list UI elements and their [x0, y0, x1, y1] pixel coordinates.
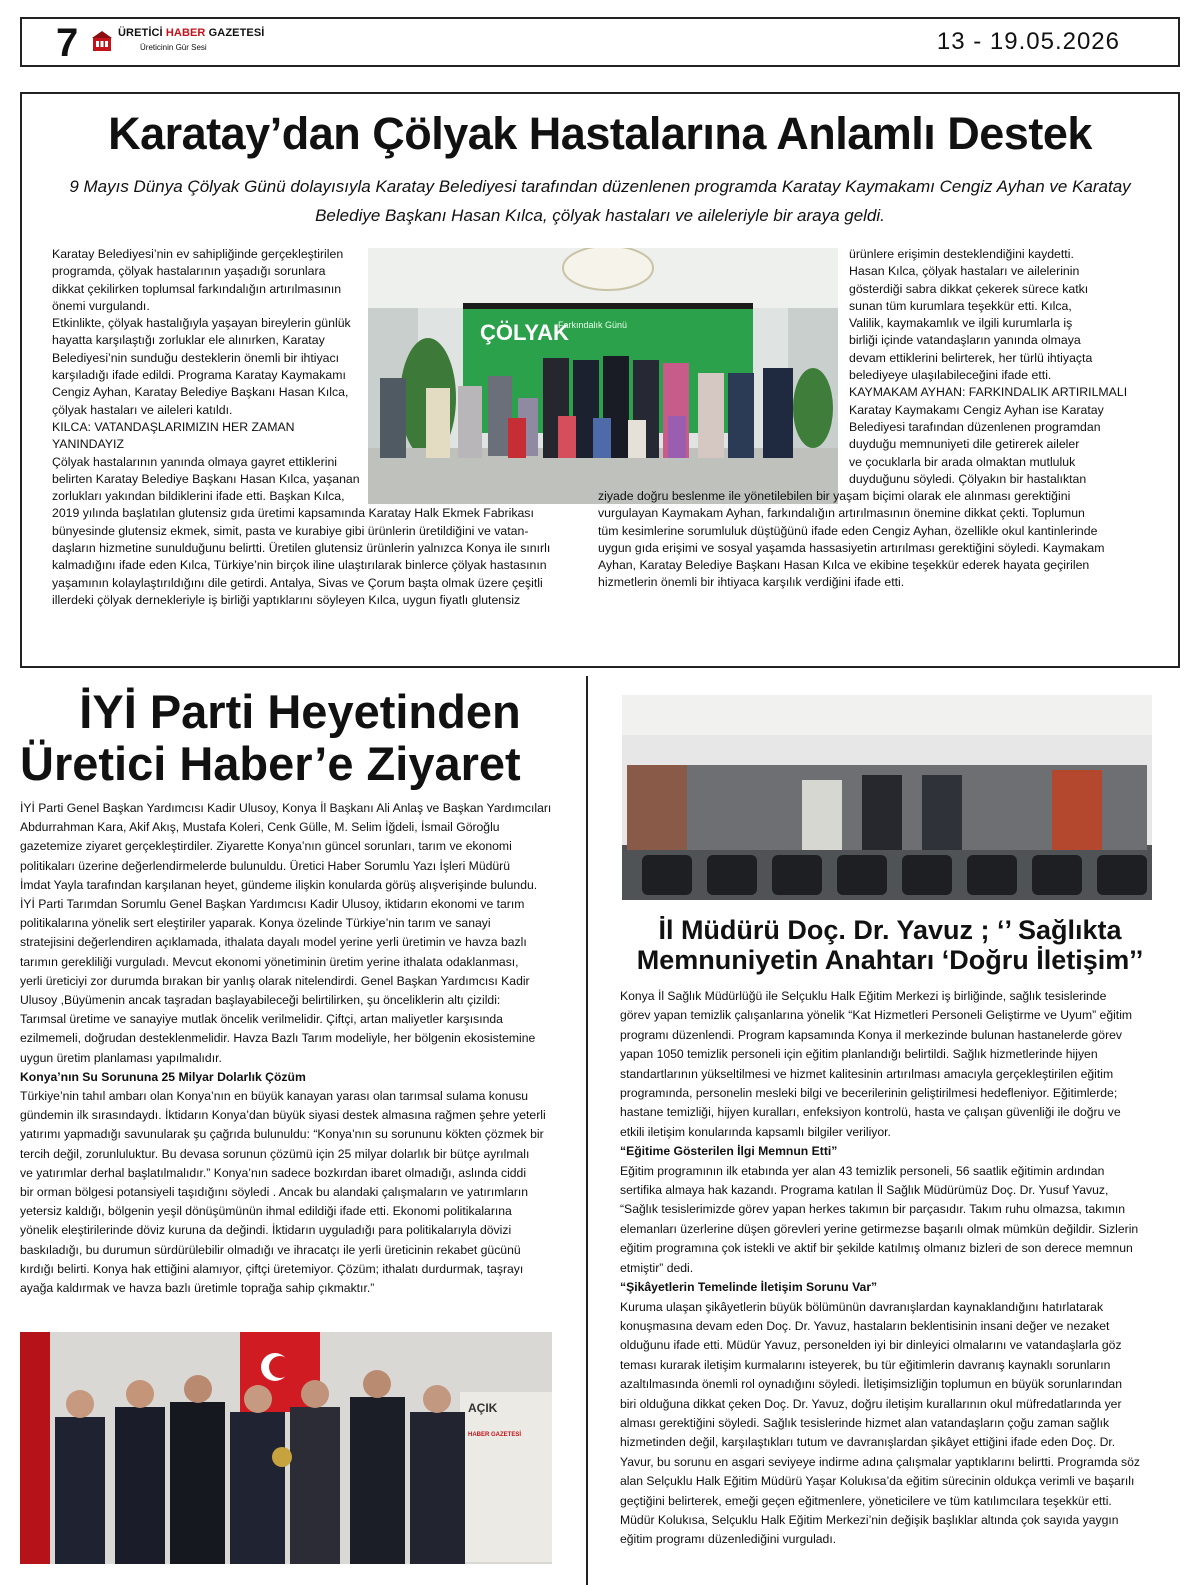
text-line: Eğitim programının ilk etabında yer alan 43 temizlik personeli, 56 saatlik eğitimin ardından — [620, 1163, 1105, 1178]
text-line: belediyeye ulaşılabileceğini ifade etti. — [849, 368, 1052, 383]
text-line: 2019 yılında başlatılan glutensiz gıda üretimi kapsamında Karatay Halk Ekmek Fabrikası — [52, 506, 534, 521]
text-line: alması gerektiğini söyledi. Sağlık tesislerinde hizmet alan vatandaşların çoğu zaman sağlık — [620, 1415, 1110, 1430]
text-line: olduğunu ifade etti. Müdür Yavuz, personelden iyi bir dinleyici olmalarını ve vatandaşlarla göz — [620, 1338, 1122, 1353]
article-karatay-col-left — [52, 246, 551, 609]
text-line: dikkat çekilirken toplumsal farkındalığın artırılmasının — [52, 281, 342, 296]
text-line: önemi vurgulandı. — [52, 298, 150, 313]
article-karatay-photo — [368, 248, 838, 504]
text-line: zorlukları yakından bildiklerini ifade etti. Başkan Kılca, — [52, 489, 345, 504]
text-line: Konya İl Sağlık Müdürlüğü ile Selçuklu Halk Eğitim Merkezi iş birliğinde, sağlık tesislerinde — [620, 989, 1107, 1003]
text-line: Hasan Kılca, çölyak hastaları ve ailelerinin — [849, 264, 1080, 279]
lead-line: 9 Mayıs Dünya Çölyak Günü dolayısıyla Karatay Belediyesi tarafından düzenlenen programda Karatay Kaymakamı Cengiz Ayhan ve Karatay — [69, 177, 1131, 196]
text-line: Kuruma ulaşan şikâyetlerin büyük bölümünün davranışlardan kaynaklandığını hatırlatarak — [620, 1299, 1104, 1314]
text-line: yaşamının kolaylaştırıldığını dile getirdi. Antalya, Sivas ve Çorum başta olmak üzere çeşitli — [52, 575, 543, 590]
article-karatay-lead — [60, 172, 1140, 230]
text-line: uygun üretim planlaması yapılmalıdır. — [20, 1050, 222, 1065]
masthead-slogan: Üreticinin Gür Sesi — [140, 43, 207, 52]
text-line: geçtiğini belirterek, emeği geçen eğitmenlere, yöneticilere ve tüm katılımcılara teşekkür etti. — [620, 1493, 1112, 1508]
text-line: Cengiz Ayhan, Karatay Belediye Başkanı Hasan Kılca, — [52, 385, 349, 400]
text-line: ayağa kaldırmak ve havza bazlı üretimle toprağa sahip çıkmaktır.” — [20, 1281, 375, 1296]
title-line: İYİ Parti Heyetinden — [79, 685, 521, 738]
text-line: eğitim programı düzenlediğini vurguladı. — [620, 1532, 837, 1547]
article-subheading: Konya’nın Su Sorununa 25 Milyar Dolarlık Çözüm — [20, 1069, 306, 1084]
masthead-word-3: GAZETESİ — [208, 27, 265, 39]
text-line: belirten Karatay Belediye Başkanı Hasan Kılca, yaşanan — [52, 471, 360, 486]
text-line: yetersiz kaldığı, bölgenin yeşil dönüşümünün ihmal edildiği ifade etti. Ekonomi politikalarına — [20, 1204, 512, 1219]
page-number: 7 — [56, 21, 79, 65]
text-line: bünyesinde glutensiz ekmek, simit, pasta ve kurabiye gibi ürünlerin üretildiğini ve vatan- — [52, 523, 529, 538]
article-saglik-photo — [622, 695, 1152, 900]
text-line: programda, çölyak hastalarının yaşadığı sorunlara — [52, 264, 326, 279]
text-line: politikaları üzerine değerlendirmelerde bulunuldu. Üretici Haber Sorumlu Yazı İşleri Müdürü — [20, 858, 510, 873]
text-line: konuşmasına devam eden Doç. Dr. Yavuz, hastaların beklentisinin insani değer ve nezaket — [620, 1318, 1110, 1333]
text-line: duyduğunu söyledi. Çölyakın bir hastalıktan — [849, 471, 1087, 486]
text-line: Ulusoy ,Büyümenin ancak taşradan başlayabileceği belirtilirken, şu önceliklerin altı çizildi: — [20, 993, 501, 1008]
photo-sign: AÇIK — [468, 1401, 498, 1415]
text-line: ürünlere erişimin desteklendiğini kaydetti. — [849, 247, 1074, 261]
text-line: duyduğu memnuniyeti dile getirerek aileler — [849, 437, 1080, 452]
text-line: etmiştir” dedi. — [620, 1260, 694, 1275]
masthead-word-1: ÜRETİCİ — [118, 27, 163, 39]
text-line: ve yatırımlar derhal başlatılmalıdır.” Konya’nın sadece bozkırdan ibaret olmadığı, aslında ciddi — [20, 1165, 527, 1180]
lead-line: Belediye Başkanı Hasan Kılca, çölyak hastaları ve aileleriyle bir araya geldi. — [315, 206, 885, 225]
text-line: stratejisini değerlendiren açıklamada, ithalata dayalı model yerine yerli üretimin ve havza bazlı — [20, 935, 527, 950]
article-saglik-body — [620, 987, 1180, 1550]
column-divider — [586, 676, 588, 1585]
text-line: ve çocuklarla bir arada olmaktan mutluluk — [849, 454, 1076, 469]
text-line: karşıladığı ifade edildi. Programa Karatay Kaymakamı — [52, 368, 346, 383]
text-line: uygun gıda erişimi ve sosyal yaşamda hassasiyetin artırılması gerektiğini söyledi. Kaymakam — [598, 540, 1105, 555]
text-line: KILCA: VATANDAŞLARIMIZIN HER ZAMAN YANINDAYIZ — [52, 419, 295, 452]
group-people — [627, 765, 1147, 850]
text-line: Ayhan, Karatay Belediye Başkanı Hasan Kılca ve ekibine teşekkür ederek hayata geçirilen — [598, 558, 1090, 573]
photo-sign: HABER GAZETESİ — [468, 1432, 522, 1438]
text-line: sertifika almaya hak kazandı. Programa katılan İl Sağlık Müdürümüz Doç. Dr. Yusuf Yavuz, — [620, 1183, 1109, 1198]
text-line: Karatay Belediyesi’nin ev sahipliğinde gerçekleştirilen — [52, 247, 344, 261]
text-line: İYİ Parti Genel Başkan Yardımcısı Kadir Ulusoy, Konya İl Başkanı Ali Anlaş ve Başkan Yardımcıları — [20, 801, 552, 815]
banner-subtitle: Farkındalık Günü — [558, 320, 628, 330]
text-line: hizmetinden değil, karşılaştıkları tutum ve davranışlardan şikâyet ettiğini ifade eden Doç. Dr. — [620, 1435, 1116, 1450]
text-line: gündemin ilk sırasındaydı. İktidarın Konya’dan büyük siyasi destek almasına rağmen şehre yeterli — [20, 1108, 546, 1123]
article-iyi-parti-title — [20, 686, 580, 790]
text-line: etkili iletişim konularında kapsamlı bilgiler veriliyor. — [620, 1124, 891, 1139]
page-header — [20, 17, 1180, 67]
text-line: daşların hizmetine sunulduğunu belirtti. Üretilen glutensiz ürünlerin yalnızca Konya ile sınırlı — [52, 541, 551, 556]
text-line: standartlarının yükseltilmesi ve hizmet kalitesinin artırılması amacıyla gerçekleştirilen eğitim — [620, 1066, 1114, 1081]
text-line: çölyak hastaları ve aileleri katıldı. — [52, 402, 233, 417]
text-line: politikalarına yönelik sert eleştiriler yaparak. Konya özelinde Türkiye’nin tarım ve sanayi — [20, 916, 491, 931]
text-line: KAYMAKAM AYHAN: FARKINDALIK ARTIRILMALI — [849, 385, 1128, 400]
article-karatay-col-right — [849, 246, 1149, 488]
text-line: Karatay Kaymakamı Cengiz Ayhan ise Karatay — [849, 402, 1104, 417]
title-line: Memnuniyetin Anahtarı ‘Doğru İletişim’’ — [636, 945, 1144, 975]
text-line: vurgulayan Kaymakam Ayhan, farkındalığın artırılmasının önemine dikkat çekti. Toplumun — [598, 506, 1085, 521]
text-line: Belediyesi tarafından düzenlenen programdan — [849, 419, 1101, 434]
article-iyi-parti-body — [20, 799, 580, 1298]
article-karatay-col-right-wide — [598, 488, 1158, 592]
text-line: gazetemize ziyaret gerçekleştirdiler. Ziyarette Konya’nın güncel sorunları, tarım ve ekonomi — [20, 839, 512, 854]
text-line: yapan 1050 temizlik personeli için eğitim planlandığı belirtildi. Sağlık hizmetlerinde hijyen — [620, 1047, 1098, 1062]
text-line: Abdurrahman Kara, Akif Akış, Mustafa Koleri, Cenk Gülle, M. Selim İğdeli, İsmail Göroğlu — [20, 820, 500, 835]
text-line: baskıladığı, bu durumun sürdürülebilir olmadığı ve ihracatçı ile yerli üreticinin rekabet gücünü — [20, 1242, 521, 1257]
text-line: alan Selçuklu Halk Eğitim Müdürü Yaşar Kolukısa’da eğitim sürecinin oldukça verimli ve başarılı — [620, 1474, 1135, 1489]
text-line: görev yapan temizlik çalışanlarına yönelik “Kat Hizmetleri Personeli Geliştirme ve Uyum” eğitim — [620, 1008, 1133, 1023]
text-line: azaltılmasında önemli rol oynadığını söyledi. İletişimsizliğin toplumun en büyük sorunlarından — [620, 1377, 1122, 1392]
text-line: ziyade doğru beslenme ile yönetilebilen bir yaşam biçimi olarak ele alınması gerektiğini — [598, 489, 1071, 503]
text-line: Belediyesi’nin sunduğu desteklerin önemli bir ihtiyacı — [52, 350, 340, 365]
text-line: devam ettiklerini belirterek, her türlü ihtiyaçta — [849, 350, 1093, 365]
text-line: kalmadığını ifade eden Kılca, Türkiye’nin birçok iline ulaştırılarak binlerce çölyak hastasının — [52, 558, 547, 573]
text-line: Yavur, bu sorunu en asgari seviyeye indirme adına çalışmalar yaptıklarını belirtti. Programda söz — [620, 1454, 1141, 1469]
text-line: sunan tüm kurumlara teşekkür etti. Kılca, — [849, 298, 1072, 313]
title-line: İl Müdürü Doç. Dr. Yavuz ; ‘’ Sağlıkta — [658, 915, 1122, 945]
text-line: Türkiye’nin tahıl ambarı olan Konya’nın en büyük kanayan yarası olan tarımsal sulama konusu — [20, 1089, 529, 1104]
article-subheading: “Şikâyetlerin Temelinde İletişim Sorunu Var” — [620, 1280, 878, 1295]
text-line: tüm kesimlerine sorumluluk düştüğünü ifade eden Cengiz Ayhan, özellikle okul kantinlerinde — [598, 523, 1098, 538]
text-line: yatırımı yapmadığı savunularak şu çağrıda bulunuldu: “Konya’nın su sorununu kökten çözmek bir — [20, 1127, 544, 1142]
text-line: illerdeki çölyak dernekleriyle iş birliği yaptıklarını söyleyen Kılca, uygun fiyatlı glutensiz — [52, 592, 521, 607]
text-line: “Sağlık tesislerimizde görev yapan herkes takımın bir parçasıdır. Takım ruhu olmazsa, takımın — [620, 1202, 1126, 1217]
text-line: biri olduğuna dikkat çeken Doç. Dr. Yavuz, doğru iletişim kurallarının okul müfredatlarında yer — [620, 1396, 1122, 1411]
text-line: bir orman bölgesi potansiyeli taşıdığını söyledi . Ancak bu alandaki çalışmaların ve yatırımların — [20, 1185, 529, 1200]
newspaper-logo-icon — [90, 29, 114, 53]
text-line: hizmetlerin önemli bir ihtiyaca karşılık verdiğini ifade etti. — [598, 575, 905, 590]
text-line: Tarımsal üretime ve sanayiye mutlak öncelik verilmelidir. Çiftçi, artan maliyetler karşısında — [20, 1012, 503, 1027]
text-line: teması kurarak iletişim kurmalarını isteyerek, bu tür eğitimlerin davranış kaynaklı sorunların — [620, 1357, 1111, 1372]
masthead-word-2: HABER — [165, 27, 206, 39]
text-line: gösterdiği sabra dikkat çekerek sürece katkı — [849, 281, 1089, 296]
text-line: yerli üreticiyi zor durumda bırakan bir yanlış olarak nitelendirdi. Genel Başkan Yardımcısı Kadir — [20, 973, 530, 988]
text-line: hayatta karşılaştığı zorluklar ele alınırken, Karatay — [52, 333, 325, 348]
text-line: programı düzenlendi. Program kapsamında Konya il merkezinde bulunan hastanelerde görev — [620, 1027, 1123, 1042]
text-line: eğitim programına çok istekli ve aktif bir şekilde katılmış olmanız bizleri de son derece memnun — [620, 1241, 1133, 1256]
text-line: elemanları üzerlerine düşen görevleri yerine getirmezse başarılı olmak mümkün değildir. Sizlerin — [620, 1221, 1139, 1236]
text-line: tercih değil, zorunluluktur. Bu devasa sorunun çözümü için 25 milyar dolarlık bir bütçe ayrılmalı — [20, 1146, 530, 1161]
text-line: tarımın gerekliliği vurguladı. Mevcut ekonomi yönetiminin üretim yerine ithalata odaklanması, — [20, 954, 519, 969]
text-line: ezilmemeli, doğrudan desteklenmelidir. Havza Bazlı Tarım modeliyle, her bölgenin ekosistemine — [20, 1031, 536, 1046]
masthead-name — [118, 27, 264, 39]
article-saglik-title — [600, 915, 1180, 975]
text-line: hastane temizliği, hijyen kuralları, enfeksiyon kontrolü, hasta ve çalışan güvenliği ile doğru ve — [620, 1105, 1121, 1120]
article-karatay-title: Karatay’dan Çölyak Hastalarına Anlamlı Destek — [108, 108, 1092, 159]
article-subheading: “Eğitime Gösterilen İlgi Memnun Etti” — [620, 1144, 838, 1159]
text-line: Valilik, kaymakamlık ve ilgili kurumlarla iş — [849, 316, 1073, 331]
issue-date: 13 - 19.05.2026 — [936, 28, 1120, 55]
text-line: kırdığı belirti. Konya hak ettiğini alamıyor, çiftçi üretemiyor. Çözüm; ithalatı durdurmak, taşrayı — [20, 1261, 524, 1276]
text-line: Çölyak hastalarının yanında olmaya gayret ettiklerini — [52, 454, 338, 469]
text-line: İmdat Yayla tarafından karşılanan heyet, gündeme ilişkin konularda görüş alışverişinde bulundu. — [20, 877, 538, 892]
banner-title: ÇÖLYAK — [480, 320, 569, 345]
text-line: yönelik eleştirilerinde döviz kuruna da değindi. İktidarın uyguladığı para politikalarıyla dövizi — [20, 1223, 512, 1238]
text-line: programında, personelin mesleki bilgi ve becerilerinin geliştirilmesi hedefleniyor. Eğitimlerde; — [620, 1086, 1118, 1101]
text-line: birliği içinde vatandaşların yanında olmaya — [849, 333, 1081, 348]
text-line: Etkinlikte, çölyak hastalığıyla yaşayan bireylerin günlük — [52, 316, 351, 331]
article-iyi-parti-photo — [20, 1332, 552, 1564]
title-line: Üretici Haber’e Ziyaret — [20, 737, 521, 790]
text-line: İYİ Parti Tarımdan Sorumlu Genel Başkan Yardımcısı Kadir Ulusoy, iktidarın ekonomi ve tarım — [20, 897, 525, 912]
text-line: Müdür Kolukısa, Selçuklu Halk Eğitim Merkezi’nin değişik başlıklar altında çok sayıda yaygın — [620, 1512, 1119, 1527]
